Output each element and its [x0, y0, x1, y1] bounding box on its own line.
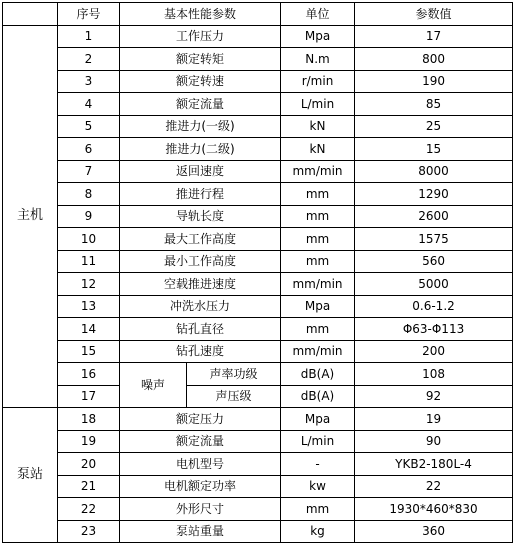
row-param: 推进力(一级): [120, 115, 281, 138]
table-row: [3, 475, 513, 498]
row-param: 外形尺寸: [120, 498, 281, 521]
row-no: 2: [58, 48, 120, 71]
row-value: 8000: [355, 160, 513, 183]
table-row: [3, 340, 513, 363]
row-unit: mm/min: [281, 160, 355, 183]
row-param: 电机额定功率: [120, 475, 281, 498]
spec-table: [2, 2, 513, 543]
row-value: 25: [355, 115, 513, 138]
row-no: 8: [58, 183, 120, 206]
row-no: 9: [58, 205, 120, 228]
row-unit: kN: [281, 115, 355, 138]
row-param: 导轨长度: [120, 205, 281, 228]
table-row: [3, 498, 513, 521]
row-unit: Mpa: [281, 25, 355, 48]
row-no: 1: [58, 25, 120, 48]
row-param: 电机型号: [120, 453, 281, 476]
row-value: 0.6-1.2: [355, 295, 513, 318]
row-value: 360: [355, 520, 513, 543]
table-row: [3, 160, 513, 183]
table-row: [3, 138, 513, 161]
row-no: 6: [58, 138, 120, 161]
table-row: [3, 25, 513, 48]
row-param: 额定压力: [120, 408, 281, 431]
row-value: 19: [355, 408, 513, 431]
row-no: 4: [58, 93, 120, 116]
row-no: 15: [58, 340, 120, 363]
row-no: 14: [58, 318, 120, 341]
row-value: 85: [355, 93, 513, 116]
row-value: 1930*460*830: [355, 498, 513, 521]
row-value: 1575: [355, 228, 513, 251]
row-value: 92: [355, 385, 513, 408]
table-row: [3, 385, 513, 408]
table-row: [3, 295, 513, 318]
header-value: 参数值: [355, 3, 513, 26]
row-no: 13: [58, 295, 120, 318]
row-param: 推进行程: [120, 183, 281, 206]
table-row: [3, 250, 513, 273]
row-param: 返回速度: [120, 160, 281, 183]
row-param: 额定转速: [120, 70, 281, 93]
group-main: 主机: [3, 25, 58, 408]
row-param: 声压级: [187, 385, 281, 408]
group-pump: 泵站: [3, 408, 58, 543]
row-value: 15: [355, 138, 513, 161]
row-unit: mm: [281, 250, 355, 273]
header-row: [3, 3, 513, 26]
row-no: 23: [58, 520, 120, 543]
row-param: 最大工作高度: [120, 228, 281, 251]
row-value: 1290: [355, 183, 513, 206]
row-unit: mm/min: [281, 340, 355, 363]
row-value: 22: [355, 475, 513, 498]
header-unit: 单位: [281, 3, 355, 26]
table-row: [3, 363, 513, 386]
row-no: 5: [58, 115, 120, 138]
row-unit: mm: [281, 228, 355, 251]
row-unit: dB(A): [281, 363, 355, 386]
row-value: 190: [355, 70, 513, 93]
row-value: 800: [355, 48, 513, 71]
row-value: 5000: [355, 273, 513, 296]
table-row: [3, 430, 513, 453]
row-value: 90: [355, 430, 513, 453]
row-param: 声率功级: [187, 363, 281, 386]
row-value: 17: [355, 25, 513, 48]
table-row: [3, 115, 513, 138]
row-unit: kg: [281, 520, 355, 543]
table-row: [3, 70, 513, 93]
row-no: 18: [58, 408, 120, 431]
row-no: 16: [58, 363, 120, 386]
row-unit: mm: [281, 205, 355, 228]
table-row: [3, 228, 513, 251]
row-value: 200: [355, 340, 513, 363]
row-unit: L/min: [281, 430, 355, 453]
row-unit: mm: [281, 498, 355, 521]
row-param: 泵站重量: [120, 520, 281, 543]
row-param: 额定流量: [120, 430, 281, 453]
table-row: [3, 453, 513, 476]
row-param: 钻孔直径: [120, 318, 281, 341]
row-param: 额定转矩: [120, 48, 281, 71]
row-unit: Mpa: [281, 295, 355, 318]
row-value: YKB2-180L-4: [355, 453, 513, 476]
row-unit: kw: [281, 475, 355, 498]
header-param: 基本性能参数: [120, 3, 281, 26]
row-param: 工作压力: [120, 25, 281, 48]
header-seq: 序号: [58, 3, 120, 26]
row-param: 最小工作高度: [120, 250, 281, 273]
row-no: 11: [58, 250, 120, 273]
row-param: 空载推进速度: [120, 273, 281, 296]
table-row: [3, 205, 513, 228]
row-no: 22: [58, 498, 120, 521]
row-param: 钻孔速度: [120, 340, 281, 363]
header-blank: [3, 3, 58, 26]
table-row: [3, 183, 513, 206]
row-no: 17: [58, 385, 120, 408]
row-unit: mm: [281, 318, 355, 341]
row-no: 21: [58, 475, 120, 498]
row-param: 冲洗水压力: [120, 295, 281, 318]
table-row: [3, 318, 513, 341]
row-unit: kN: [281, 138, 355, 161]
row-value: 2600: [355, 205, 513, 228]
row-no: 3: [58, 70, 120, 93]
row-no: 12: [58, 273, 120, 296]
row-unit: mm: [281, 183, 355, 206]
row-value: Φ63-Φ113: [355, 318, 513, 341]
row-unit: N.m: [281, 48, 355, 71]
table-row: [3, 520, 513, 543]
row-unit: dB(A): [281, 385, 355, 408]
row-no: 20: [58, 453, 120, 476]
row-unit: -: [281, 453, 355, 476]
row-no: 7: [58, 160, 120, 183]
row-unit: L/min: [281, 93, 355, 116]
row-unit: mm/min: [281, 273, 355, 296]
table-row: [3, 48, 513, 71]
row-param: 推进力(二级): [120, 138, 281, 161]
noise-label: 噪声: [120, 363, 187, 408]
row-no: 19: [58, 430, 120, 453]
row-param: 额定流量: [120, 93, 281, 116]
table-row: [3, 408, 513, 431]
row-unit: r/min: [281, 70, 355, 93]
row-unit: Mpa: [281, 408, 355, 431]
row-value: 108: [355, 363, 513, 386]
row-value: 560: [355, 250, 513, 273]
table-row: [3, 273, 513, 296]
row-no: 10: [58, 228, 120, 251]
table-row: [3, 93, 513, 116]
